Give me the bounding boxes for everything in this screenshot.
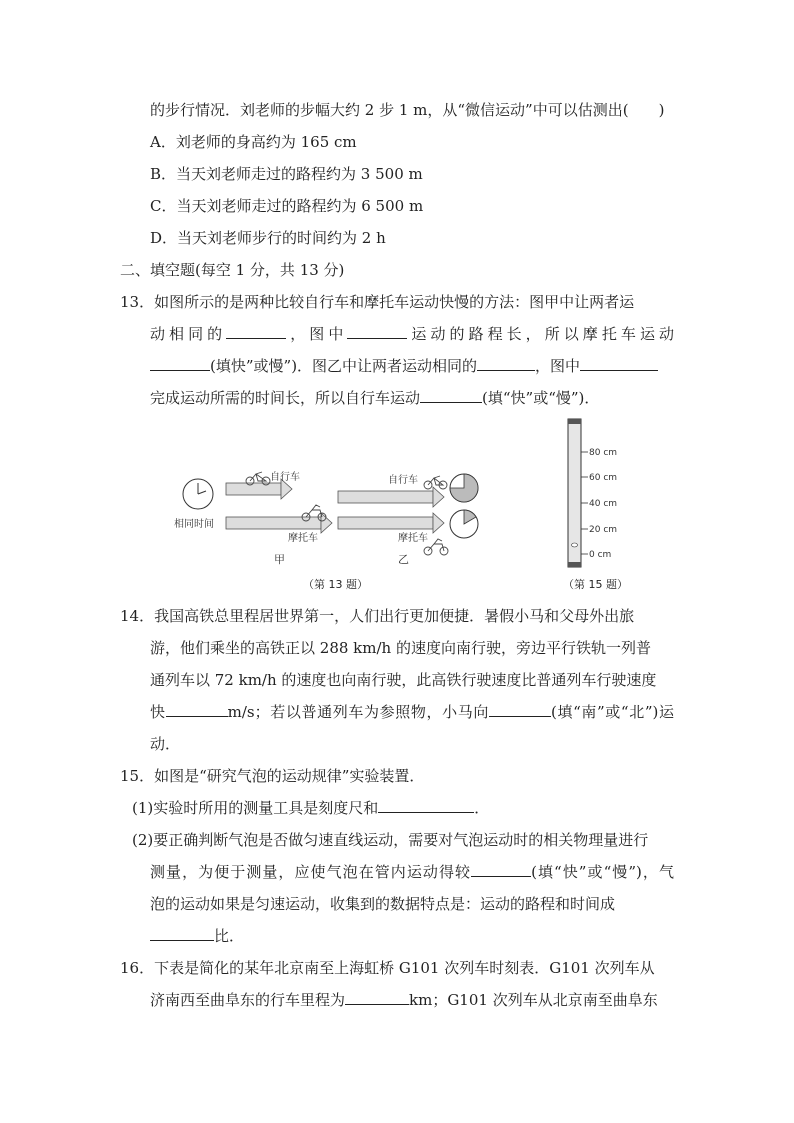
q12-option-d: D．当天刘老师步行的时间约为 2 h [150, 229, 386, 247]
label-same-time: 相同时间 [174, 519, 214, 530]
scale-20: 20 cm [589, 525, 618, 535]
arrow-bike-yi [338, 487, 444, 507]
section-heading: 二、填空题(每空 1 分，共 13 分) [120, 261, 345, 279]
q16-line1: 16．下表是简化的某年北京南至上海虹桥 G101 次列车时刻表．G101 次列车从 [120, 959, 655, 977]
tube-cap-top [568, 419, 581, 424]
scale-80: 80 cm [589, 448, 618, 458]
caption-13: （第 13 题） [303, 578, 368, 591]
q15-part2-line1: (2)要正确判断气泡是否做匀速直线运动，需要对气泡运动时的相关物理量进行 [132, 831, 649, 849]
arrow-moto-jia [226, 513, 332, 533]
q13-line3: (填快”或慢”)．图乙中让两者运动相同的 ，图中 [150, 356, 658, 376]
q13-line2: 动相同的 ，图中 运动的路程长，所以摩托车运动 [150, 325, 674, 343]
q12-option-b: B．当天刘老师走过的路程约为 3 500 m [150, 165, 423, 183]
clock-pie-moto-icon [450, 510, 478, 538]
label-moto-jia: 摩托车 [288, 533, 318, 544]
bicycle-icon-yi [424, 476, 447, 489]
label-moto-yi: 摩托车 [398, 533, 428, 544]
q15-blank-3 [150, 926, 214, 941]
q14-line4: 快 m/s；若以普通列车为参照物，小马向 (填“南”或“北”)运 [150, 703, 674, 721]
q13-blank-1 [226, 324, 286, 339]
q14-blank-2 [489, 702, 551, 717]
q15-part1: (1)实验时所用的测量工具是刻度尺和 ． [132, 799, 490, 817]
q15-part2-line2: 测量，为便于测量，应使气泡在管内运动得较 (填“快”或“慢”)，气 [150, 863, 674, 881]
tube-cap-bottom [568, 562, 581, 567]
q13-blank-3 [150, 356, 210, 371]
clock-pie-bike-icon [450, 474, 478, 502]
q14-line2: 游，他们乘坐的高铁正以 288 km/h 的速度向南行驶，旁边平行铁轨一列普 [150, 639, 651, 657]
scale-60: 60 cm [589, 473, 618, 483]
q14-line1: 14．我国高铁总里程居世界第一，人们出行更加便捷．暑假小马和父母外出旅 [120, 607, 635, 625]
q15-line1: 15．如图是“研究气泡的运动规律”实验装置． [120, 767, 425, 785]
q15-blank-1 [378, 798, 474, 813]
q14-line5: 动． [150, 735, 181, 753]
figure-15 [560, 415, 640, 570]
scale-0: 0 cm [589, 550, 612, 560]
q13-blank-6 [420, 388, 482, 403]
bubble-icon [572, 543, 578, 547]
q12-continuation: 的步行情况．刘老师的步幅大约 2 步 1 m，从“微信运动”中可以估测出( ) [150, 101, 665, 119]
q15-part2-line4: 比． [150, 926, 244, 946]
q16-line2: 济南西至曲阜东的行车里程为 km；G101 次列车从北京南至曲阜东 [150, 991, 658, 1009]
q14-blank-1 [166, 702, 228, 717]
q15-part2-line3: 泡的运动如果是匀速运动，收集到的数据特点是：运动的路程和时间成 [150, 895, 616, 913]
clock-icon [183, 479, 213, 509]
q12-option-a: A．刘老师的身高约为 165 cm [150, 133, 357, 151]
q13-blank-5 [580, 356, 658, 371]
label-yi: 乙 [398, 553, 409, 566]
label-bike-jia: 自行车 [270, 472, 300, 483]
q13-blank-4 [477, 356, 535, 371]
label-bike-yi: 自行车 [388, 475, 418, 486]
figure-13 [170, 465, 500, 570]
caption-15: （第 15 题） [563, 578, 628, 591]
scale-40: 40 cm [589, 499, 618, 509]
q15-blank-2 [471, 862, 531, 877]
q14-line3: 通列车以 72 km/h 的速度也向南行驶，此高铁行驶速度比普通列车行驶速度 [150, 671, 657, 689]
q13-line4: 完成运动所需的时间长，所以自行车运动 (填“快”或“慢”)． [150, 389, 600, 407]
q13-blank-2 [347, 324, 407, 339]
q13-line1: 13．如图所示的是两种比较自行车和摩托车运动快慢的方法：图甲中让两者运 [120, 293, 635, 311]
q16-blank-1 [345, 990, 409, 1005]
label-jia: 甲 [274, 553, 285, 566]
q12-option-c: C．当天刘老师走过的路程约为 6 500 m [150, 197, 424, 215]
arrow-moto-yi [338, 513, 444, 533]
